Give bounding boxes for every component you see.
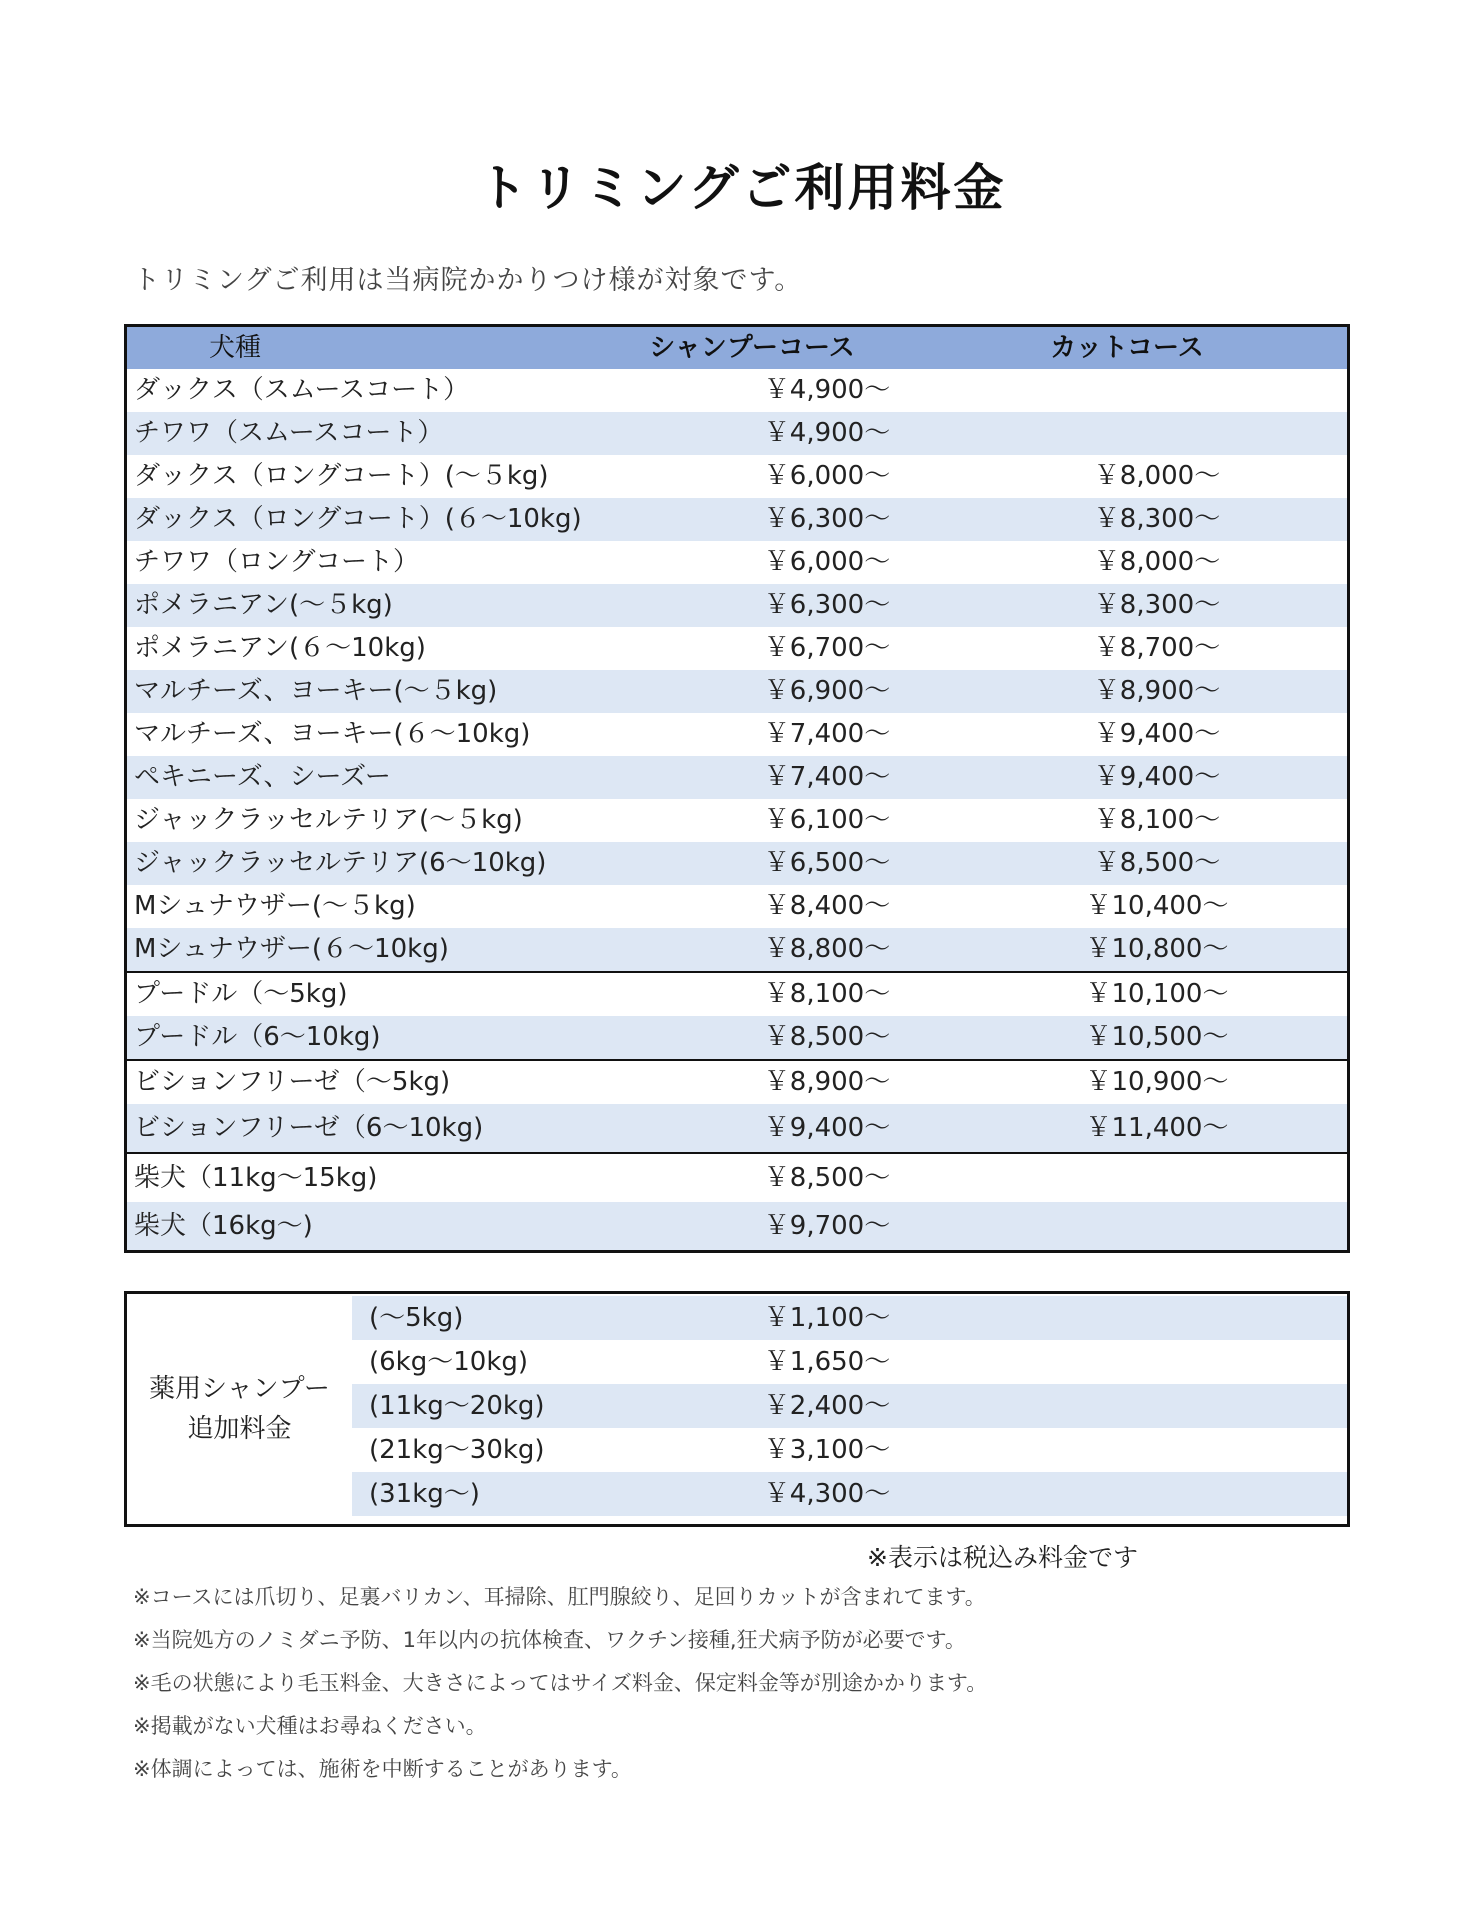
- cut-price: ￥8,300～: [1093, 504, 1221, 534]
- table-row: [127, 713, 1347, 756]
- table-row: [127, 498, 1347, 541]
- shampoo-price: ￥6,100～: [763, 805, 891, 835]
- breed-name: Mシュナウザー(６～10kg): [134, 934, 449, 964]
- shampoo-price: ￥6,500～: [763, 848, 891, 878]
- breed-name: 柴犬（16kg～): [134, 1211, 313, 1241]
- additional-price: ￥2,400～: [763, 1391, 891, 1421]
- table-header: [127, 327, 1347, 369]
- shampoo-price: ￥9,700～: [763, 1211, 891, 1241]
- cut-price: ￥9,400～: [1093, 719, 1221, 749]
- breed-name: 柴犬（11kg～15kg): [134, 1163, 378, 1193]
- shampoo-price: ￥6,000～: [763, 547, 891, 577]
- table-row: [352, 1384, 1347, 1428]
- breed-name: チワワ（ロングコート）: [134, 547, 419, 577]
- shampoo-price: ￥6,000～: [763, 461, 891, 491]
- weight-range: (～5kg): [369, 1303, 464, 1333]
- page-title: トリミングご利用料金: [477, 159, 1007, 217]
- cut-price: ￥8,000～: [1093, 547, 1221, 577]
- table-row: [127, 1104, 1347, 1152]
- cut-price: ￥10,100～: [1085, 979, 1229, 1009]
- cut-price: ￥8,700～: [1093, 633, 1221, 663]
- additional-price: ￥3,100～: [763, 1435, 891, 1465]
- table-row: [127, 799, 1347, 842]
- table-row: [127, 369, 1347, 412]
- table-row: [127, 928, 1347, 971]
- cut-price: ￥8,000～: [1093, 461, 1221, 491]
- table-row: [127, 455, 1347, 498]
- note-item: ※当院処方のノミダニ予防、1年以内の抗体検査、ワクチン接種,狂犬病予防が必要です。: [133, 1628, 966, 1652]
- table-row: [352, 1472, 1347, 1516]
- breed-name: ダックス（ロングコート）(～５kg): [134, 461, 549, 491]
- breed-name: プードル（～5kg): [134, 979, 348, 1009]
- notes-list: [133, 1582, 987, 1797]
- header-shampoo-course: シャンプーコース: [649, 333, 855, 363]
- header-cut-course: カットコース: [1050, 333, 1204, 363]
- table-row: [127, 1016, 1347, 1059]
- breed-name: ペキニーズ、シーズー: [134, 762, 391, 792]
- cut-price: ￥9,400～: [1093, 762, 1221, 792]
- table-row: [127, 541, 1347, 584]
- note-item: ※掲載がない犬種はお尋ねください。: [133, 1714, 487, 1738]
- cut-price: ￥10,500～: [1085, 1022, 1229, 1052]
- shampoo-price: ￥8,100～: [763, 979, 891, 1009]
- note-item: ※体調によっては、施術を中断することがあります。: [133, 1757, 632, 1781]
- breed-name: ビションフリーゼ（～5kg): [134, 1067, 451, 1097]
- shampoo-price: ￥8,400～: [763, 891, 891, 921]
- table-row: [127, 971, 1347, 1016]
- weight-range: (6kg～10kg): [369, 1347, 529, 1377]
- table-row: [127, 670, 1347, 713]
- table-row: [127, 1202, 1347, 1250]
- additional-price: ￥4,300～: [763, 1479, 891, 1509]
- medicated-rows: [352, 1296, 1347, 1516]
- cut-price: ￥8,500～: [1093, 848, 1221, 878]
- additional-price: ￥1,650～: [763, 1347, 891, 1377]
- shampoo-price: ￥8,500～: [763, 1022, 891, 1052]
- medicated-shampoo-label: [127, 1294, 352, 1524]
- medicated-shampoo-table: [124, 1291, 1350, 1527]
- table-row: [127, 1059, 1347, 1104]
- breed-name: チワワ（スムースコート）: [134, 418, 444, 448]
- shampoo-price: ￥7,400～: [763, 762, 891, 792]
- table-row: [127, 756, 1347, 799]
- table-row: [127, 885, 1347, 928]
- shampoo-price: ￥8,500～: [763, 1163, 891, 1193]
- breed-name: プードル（6～10kg): [134, 1022, 381, 1052]
- cut-price: ￥8,300～: [1093, 590, 1221, 620]
- shampoo-price: ￥8,800～: [763, 934, 891, 964]
- breed-name: ジャックラッセルテリア(6～10kg): [134, 848, 547, 878]
- cut-price: ￥8,100～: [1093, 805, 1221, 835]
- cut-price: ￥10,400～: [1085, 891, 1229, 921]
- cut-price: ￥11,400～: [1085, 1113, 1229, 1143]
- shampoo-price: ￥6,700～: [763, 633, 891, 663]
- table-row: [352, 1296, 1347, 1340]
- shampoo-price: ￥7,400～: [763, 719, 891, 749]
- breed-name: ダックス（ロングコート）(６～10kg): [134, 504, 582, 534]
- shampoo-price: ￥6,300～: [763, 590, 891, 620]
- weight-range: (11kg～20kg): [369, 1391, 545, 1421]
- table-row: [127, 584, 1347, 627]
- breed-name: マルチーズ、ヨーキー(６～10kg): [134, 719, 531, 749]
- medicated-label-line1: 薬用シャンプー: [149, 1374, 330, 1404]
- cut-price: ￥10,900～: [1085, 1067, 1229, 1097]
- additional-price: ￥1,100～: [763, 1303, 891, 1333]
- breed-name: Mシュナウザー(～５kg): [134, 891, 416, 921]
- tax-note: ※表示は税込み料金です: [867, 1543, 1138, 1572]
- header-breed: 犬種: [209, 333, 262, 363]
- breed-name: ダックス（スムースコート）: [134, 375, 470, 405]
- table-row: [352, 1428, 1347, 1472]
- shampoo-price: ￥8,900～: [763, 1067, 891, 1097]
- weight-range: (21kg～30kg): [369, 1435, 545, 1465]
- breed-name: ポメラニアン(～５kg): [134, 590, 393, 620]
- shampoo-price: ￥6,300～: [763, 504, 891, 534]
- medicated-label-line2: 追加料金: [187, 1414, 292, 1444]
- cut-price: ￥10,800～: [1085, 934, 1229, 964]
- table-row: [127, 627, 1347, 670]
- price-table: [124, 324, 1350, 1253]
- shampoo-price: ￥9,400～: [763, 1113, 891, 1143]
- breed-name: マルチーズ、ヨーキー(～５kg): [134, 676, 498, 706]
- intro-text: トリミングご利用は当病院かかりつけ様が対象です。: [133, 265, 803, 296]
- table-row: [127, 842, 1347, 885]
- cut-price: ￥8,900～: [1093, 676, 1221, 706]
- shampoo-price: ￥4,900～: [763, 375, 891, 405]
- note-item: ※コースには爪切り、足裏バリカン、耳掃除、肛門腺絞り、足回りカットが含まれてます。: [133, 1585, 986, 1609]
- shampoo-price: ￥4,900～: [763, 418, 891, 448]
- table-row: [352, 1340, 1347, 1384]
- table-row: [127, 412, 1347, 455]
- breed-name: ポメラニアン(６～10kg): [134, 633, 426, 663]
- shampoo-price: ￥6,900～: [763, 676, 891, 706]
- table-row: [127, 1152, 1347, 1202]
- breed-name: ジャックラッセルテリア(～５kg): [134, 805, 523, 835]
- weight-range: (31kg～): [369, 1479, 480, 1509]
- note-item: ※毛の状態により毛玉料金、大きさによってはサイズ料金、保定料金等が別途かかります。: [133, 1671, 988, 1695]
- breed-name: ビションフリーゼ（6～10kg): [134, 1113, 484, 1143]
